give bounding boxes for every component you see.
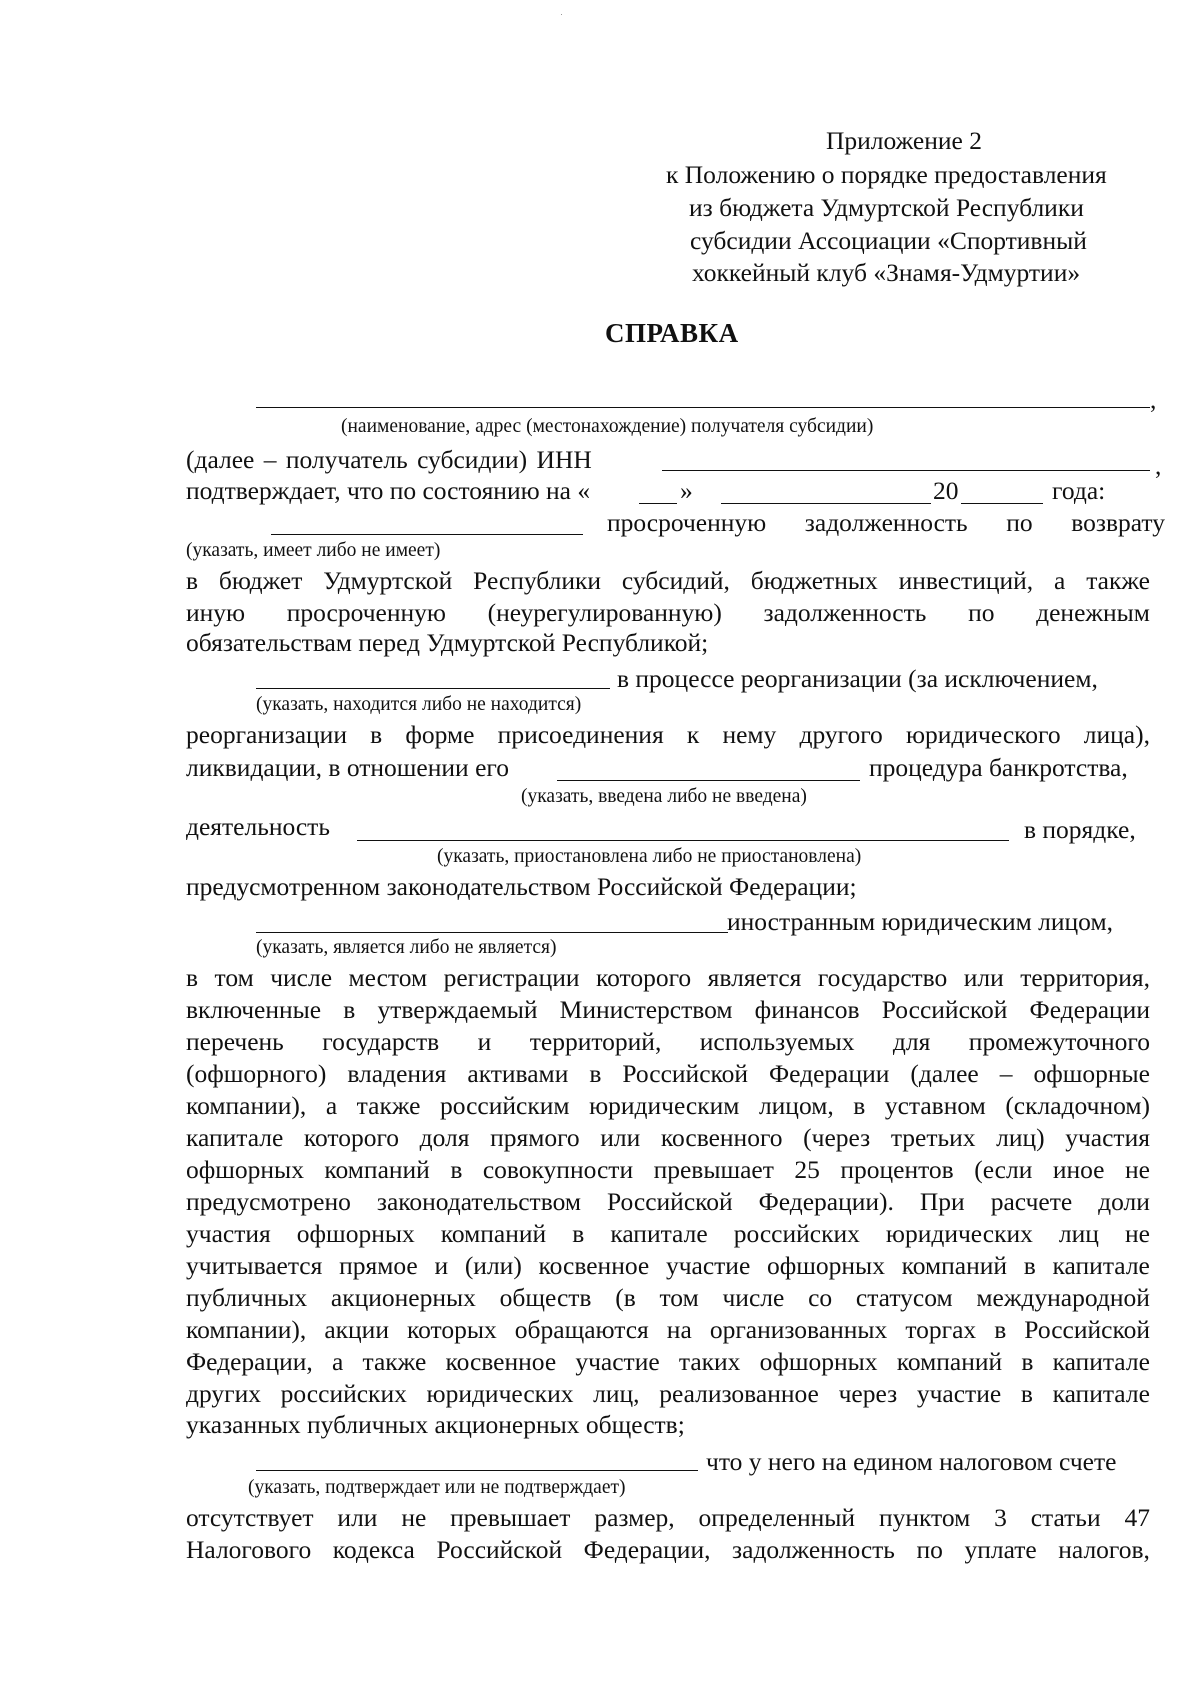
appendix-number: Приложение 2 <box>826 126 982 155</box>
inn-blank <box>662 470 1150 471</box>
reorg-status-blank <box>256 688 610 689</box>
paragraph-4-line-13: Федерации, а также косвенное участие таких офшорных компаний в капитале <box>186 1347 1150 1376</box>
foreign-label: иностранным юридическим лицом, <box>727 907 1113 936</box>
document-title: СПРАВКА <box>605 318 739 348</box>
paragraph-1-line-1: в бюджет Удмуртской Республики субсидий, бюджетных инвестиций, а также <box>186 566 1150 595</box>
inn-label: (далее – получатель субсидии) ИНН <box>186 445 592 474</box>
paragraph-4-line-6: капитале которого доля прямого или косвенного (через третьих лиц) участия <box>186 1123 1150 1152</box>
bankruptcy-hint: (указать, введена либо не введена) <box>521 786 807 807</box>
appendix-ref-line-1: к Положению о порядке предоставления <box>666 160 1107 189</box>
paragraph-4-line-5: компании), а также российским юридическим лицом, в уставном (складочном) <box>186 1091 1150 1120</box>
appendix-ref-line-4: хоккейный клуб «Знамя-Удмуртии» <box>692 258 1081 287</box>
foreign-hint: (указать, является либо не является) <box>256 937 557 958</box>
bankruptcy-status-blank <box>557 780 860 781</box>
scan-speck <box>561 14 562 15</box>
paragraph-1-line-3: обязательствам перед Удмуртской Республикой; <box>186 628 709 657</box>
reorg-hint: (указать, находится либо не находится) <box>256 694 582 715</box>
liquidation-label: ликвидации, в отношении его <box>186 753 509 782</box>
confirms-label: подтверждает, что по состоянию на « <box>186 476 591 505</box>
paragraph-4-line-3: перечень государств и территорий, используемых для промежуточного <box>186 1027 1150 1056</box>
paragraph-4-line-14: других российских юридических лиц, реализованное через участие в капитале <box>186 1379 1150 1408</box>
paragraph-4-line-4: (офшорного) владения активами в Российской Федерации (далее – офшорные <box>186 1059 1150 1088</box>
activity-hint: (указать, приостановлена либо не приостановлена) <box>437 846 862 867</box>
tax-status-blank <box>256 1470 698 1471</box>
activity-suffix: в порядке, <box>1024 815 1136 844</box>
date-day-blank <box>639 503 677 504</box>
tax-hint: (указать, подтверждает или не подтверждает) <box>248 1477 626 1498</box>
date-month-blank <box>721 503 931 504</box>
paragraph-2-line-1: реорганизации в форме присоединения к нему другого юридического лица), <box>186 720 1150 749</box>
date-year-blank <box>961 503 1043 504</box>
paragraph-4-line-10: учитывается прямое и (или) косвенное участие офшорных компаний в капитале <box>186 1251 1150 1280</box>
debt-status-blank <box>271 534 583 535</box>
foreign-status-blank <box>256 932 728 933</box>
debt-status-hint: (указать, имеет либо не имеет) <box>186 540 441 561</box>
paragraph-4-line-7: офшорных компаний в совокупности превышает 25 процентов (если иное не <box>186 1155 1150 1184</box>
date-year-prefix: 20 <box>933 476 959 505</box>
paragraph-4-last-line: указанных публичных акционерных обществ; <box>186 1410 685 1439</box>
paragraph-4-line-11: публичных акционерных обществ (в том числе со статусом международной <box>186 1283 1150 1312</box>
bankruptcy-label: процедура банкротства, <box>869 753 1128 782</box>
paragraph-4-line-8: предусмотрено законодательством Российской Федерации). При расчете доли <box>186 1187 1150 1216</box>
inn-comma: , <box>1155 451 1162 480</box>
activity-status-blank <box>357 840 1009 841</box>
paragraph-5-line-1: отсутствует или не превышает размер, определенный пунктом 3 статьи 47 <box>186 1503 1150 1532</box>
appendix-ref-line-2: из бюджета Удмуртской Республики <box>689 193 1084 222</box>
paragraph-5-line-2: Налогового кодекса Российской Федерации, задолженность по уплате налогов, <box>186 1535 1150 1564</box>
tax-label: что у него на едином налоговом счете <box>706 1447 1117 1476</box>
appendix-ref-line-3: субсидии Ассоциации «Спортивный <box>690 226 1087 255</box>
activity-label: деятельность <box>186 812 330 841</box>
date-quote-close: » <box>680 476 693 505</box>
debt-words-line: просроченную задолженность по возврату <box>607 508 1165 537</box>
recipient-name-hint: (наименование, адрес (местонахождение) получателя субсидии) <box>341 416 874 437</box>
paragraph-4-line-2: включенные в утверждаемый Министерством финансов Российской Федерации <box>186 995 1150 1024</box>
paragraph-4-line-12: компании), акции которых обращаются на организованных торгах в Российской <box>186 1315 1150 1344</box>
paragraph-3-line-1: предусмотренном законодательством Российской Федерации; <box>186 872 857 901</box>
paragraph-4-line-1: в том числе местом регистрации которого является государство или территория, <box>186 963 1150 992</box>
paragraph-4-line-9: участия офшорных компаний в капитале российских юридических лиц не <box>186 1219 1150 1248</box>
recipient-name-blank <box>256 407 1150 408</box>
reorg-label: в процессе реорганизации (за исключением, <box>617 664 1098 693</box>
paragraph-1-line-2: иную просроченную (неурегулированную) задолженность по денежным <box>186 598 1150 627</box>
recipient-name-comma: , <box>1150 385 1157 414</box>
date-year-suffix: года: <box>1052 476 1106 505</box>
